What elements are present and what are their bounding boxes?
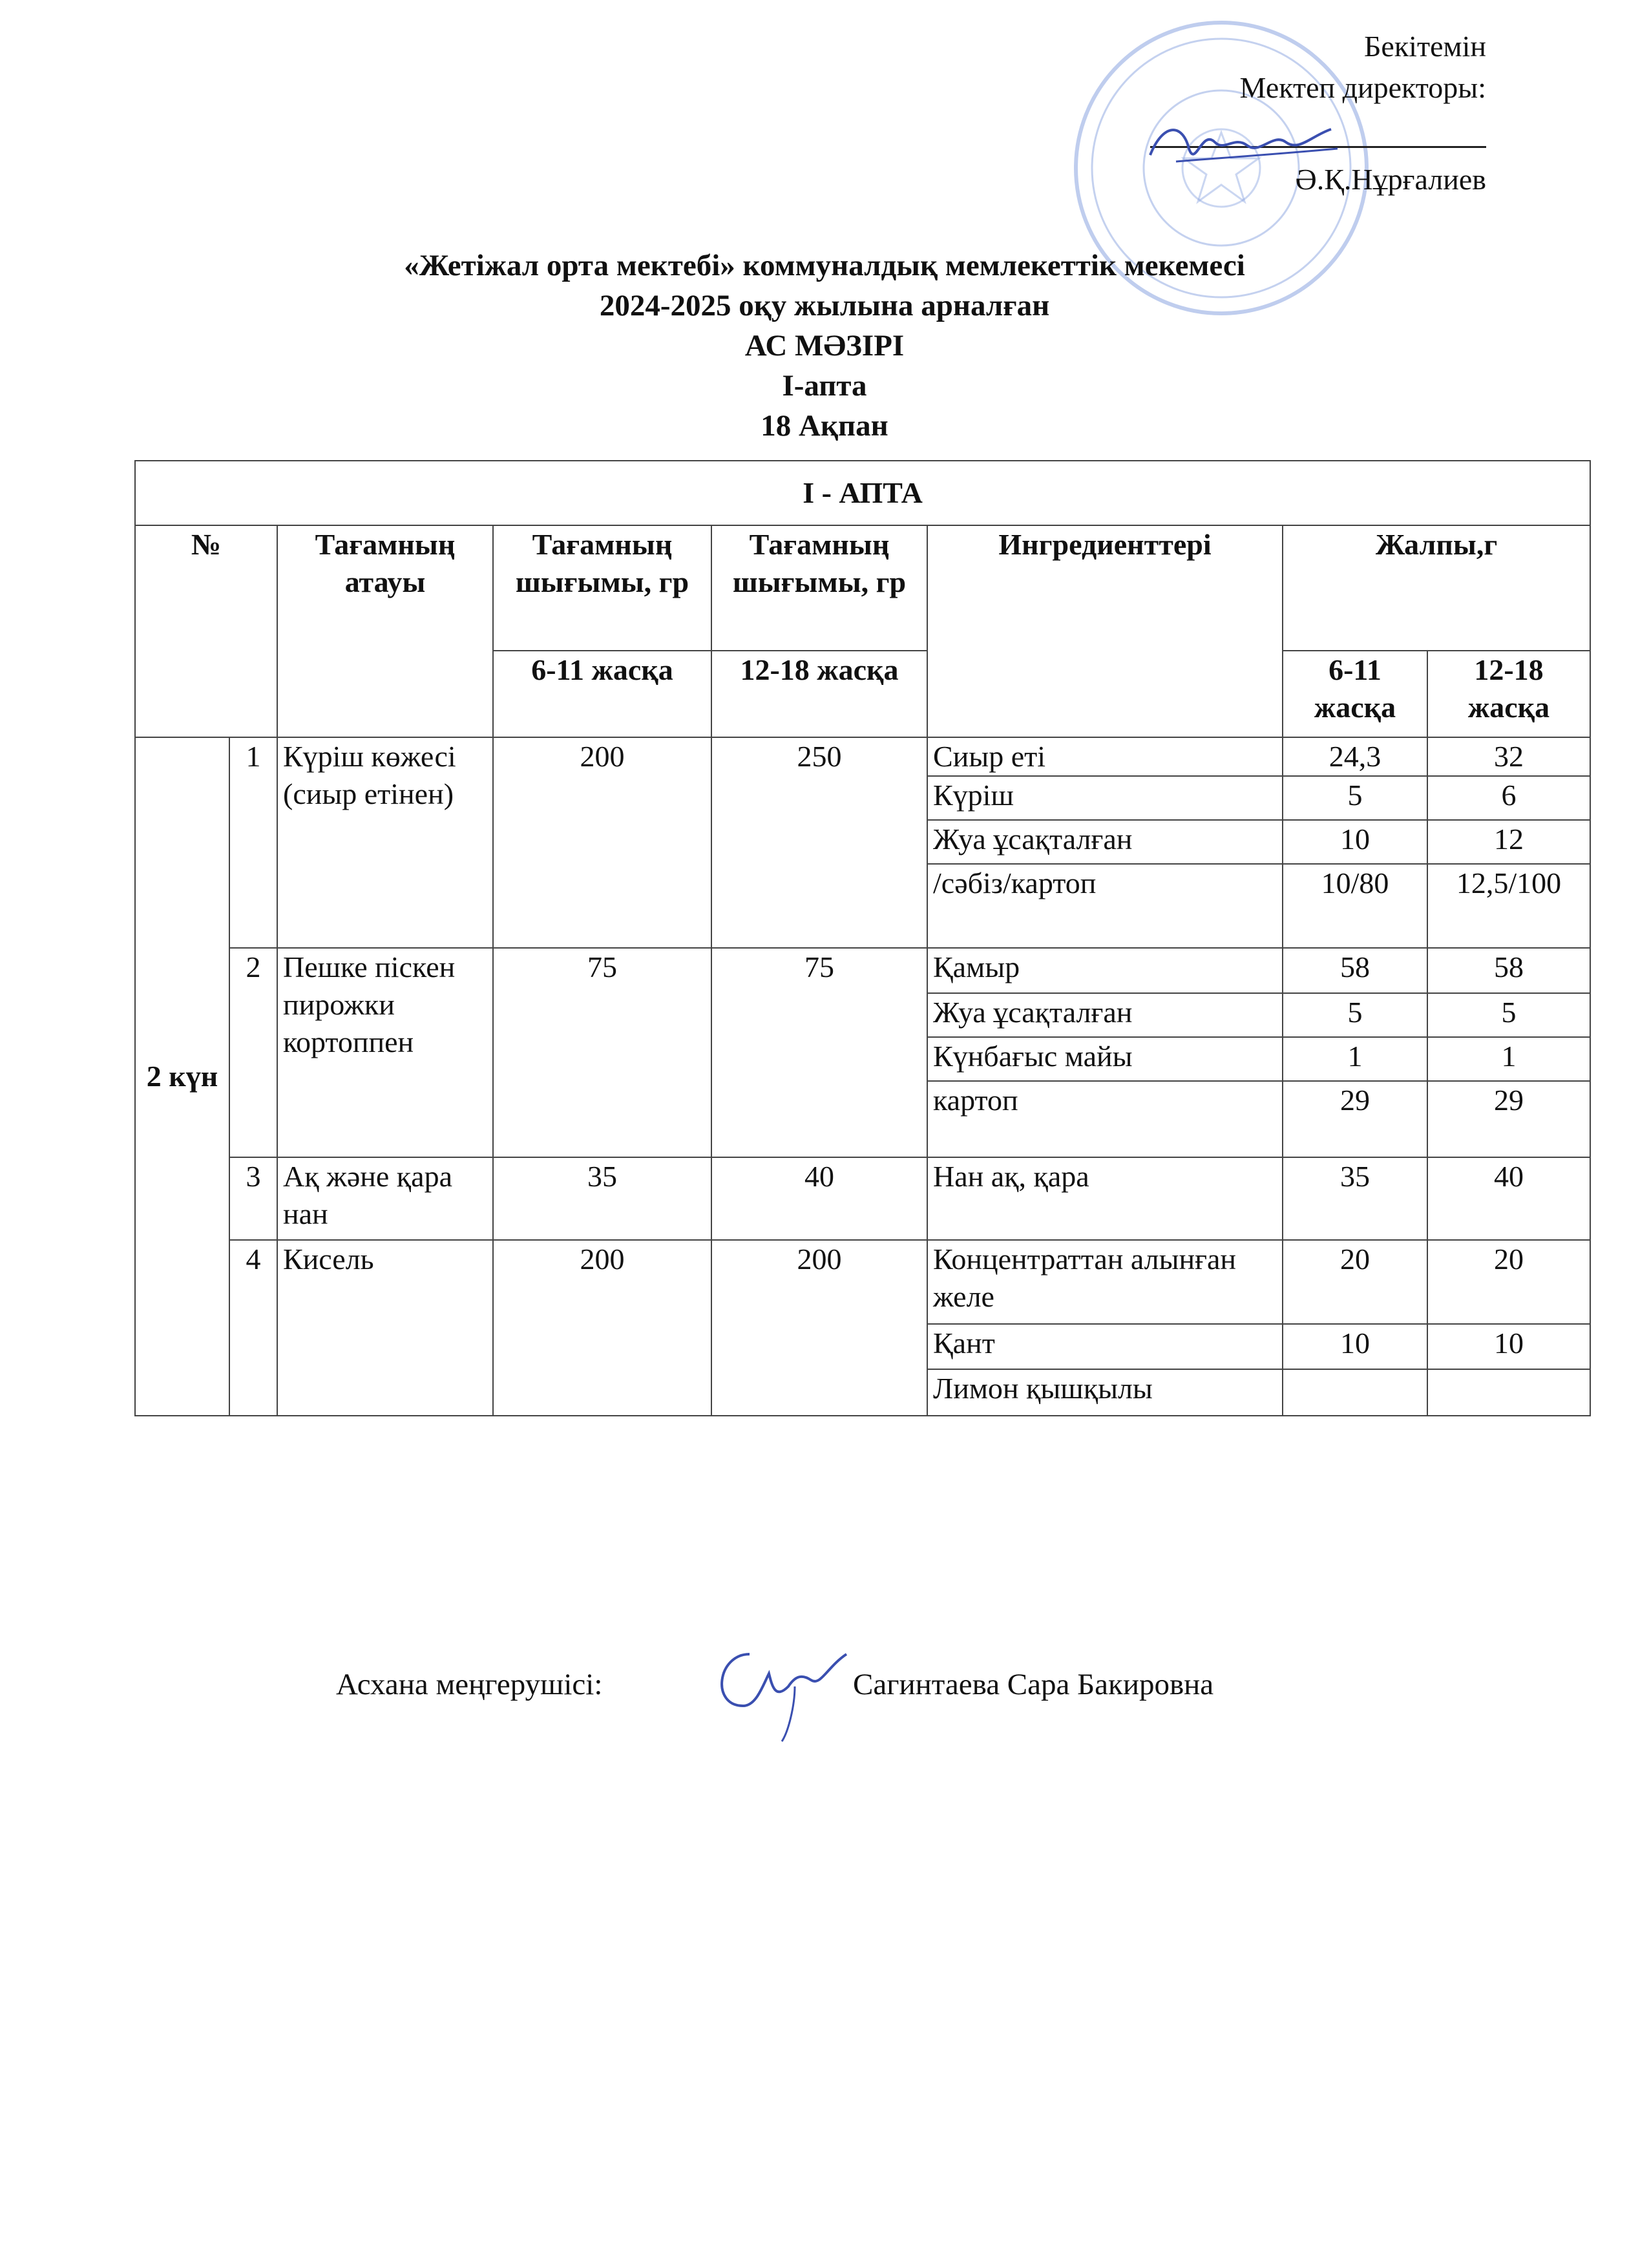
dish-yield-1: 200 [493, 737, 711, 948]
week-header: І - АПТА [135, 461, 1590, 525]
dish-number: 2 [229, 948, 277, 1157]
director-signature [1137, 110, 1350, 181]
ingredient-amount-1: 58 [1283, 948, 1427, 993]
dish-yield-2: 250 [711, 737, 927, 948]
ingredient-amount-2: 20 [1427, 1240, 1590, 1324]
document-title: АС МӘЗІРІ [744, 329, 905, 362]
ingredient-amount-2: 10 [1427, 1324, 1590, 1369]
col-yield-2: Тағамның шығымы, гр [711, 525, 927, 651]
ingredient-name: Концентраттан алынған желе [927, 1240, 1283, 1324]
ingredient-name: Күнбағыс майы [927, 1037, 1283, 1081]
ingredient-name: Жуа ұсақталған [927, 820, 1283, 864]
ingredient-amount-2 [1427, 1369, 1590, 1416]
document-header [0, 246, 1649, 446]
dish-yield-1: 200 [493, 1240, 711, 1416]
ingredient-name: Қамыр [927, 948, 1283, 993]
dish-yield-1: 35 [493, 1157, 711, 1240]
ingredient-amount-1: 10/80 [1283, 864, 1427, 948]
ingredient-amount-2: 1 [1427, 1037, 1590, 1081]
table-row [135, 1240, 1590, 1324]
ingredient-amount-1: 29 [1283, 1081, 1427, 1157]
col-total: Жалпы,г [1283, 525, 1590, 651]
age-6-11: 6-11 жасқа [493, 651, 711, 737]
total-age-6-11: 6-11 жасқа [1283, 651, 1427, 737]
ingredient-name: Жуа ұсақталған [927, 993, 1283, 1037]
ingredient-amount-1: 20 [1283, 1240, 1427, 1324]
dish-number: 3 [229, 1157, 277, 1240]
table-row [135, 1157, 1590, 1240]
dish-name: Ақ және қара нан [277, 1157, 493, 1240]
dish-number: 4 [229, 1240, 277, 1416]
week-label: І-апта [782, 369, 867, 403]
date-label: 18 Ақпан [761, 409, 888, 443]
school-name: «Жетіжал орта мектебі» коммуналдық мемлекеттік мекемесі [404, 249, 1245, 282]
col-ingredients: Ингредиенттері [927, 525, 1283, 737]
ingredient-amount-1: 10 [1283, 820, 1427, 864]
ingredient-amount-1: 10 [1283, 1324, 1427, 1369]
ingredient-amount-2: 40 [1427, 1157, 1590, 1240]
ingredient-amount-1: 5 [1283, 993, 1427, 1037]
dish-yield-2: 200 [711, 1240, 927, 1416]
ingredient-name: /сәбіз/картоп [927, 864, 1283, 948]
academic-year: 2024-2025 оқу жылына арналған [599, 289, 1050, 322]
day-label: 2 күн [135, 737, 229, 1416]
total-age-12-18: 12-18 жасқа [1427, 651, 1590, 737]
col-dish-name: Тағамның атауы [277, 525, 493, 737]
ingredient-name: Лимон қышқылы [927, 1369, 1283, 1416]
approval-title: Бекітемін [1364, 30, 1486, 63]
ingredient-amount-1 [1283, 1369, 1427, 1416]
dish-number: 1 [229, 737, 277, 948]
footer [336, 1667, 1214, 1702]
dish-name: Кисель [277, 1240, 493, 1416]
ingredient-amount-2: 29 [1427, 1081, 1590, 1157]
dish-yield-2: 75 [711, 948, 927, 1157]
col-number: № [135, 525, 277, 737]
table-row [135, 948, 1590, 993]
ingredient-name: Қант [927, 1324, 1283, 1369]
table-row [135, 737, 1590, 776]
ingredient-amount-2: 12,5/100 [1427, 864, 1590, 948]
ingredient-name: Күріш [927, 776, 1283, 820]
ingredient-amount-1: 1 [1283, 1037, 1427, 1081]
col-yield-1: Тағамның шығымы, гр [493, 525, 711, 651]
ingredient-amount-2: 58 [1427, 948, 1590, 993]
dish-yield-1: 75 [493, 948, 711, 1157]
ingredient-amount-1: 35 [1283, 1157, 1427, 1240]
ingredient-name: Сиыр еті [927, 737, 1283, 776]
age-12-18: 12-18 жасқа [711, 651, 927, 737]
ingredient-amount-2: 5 [1427, 993, 1590, 1037]
dish-yield-2: 40 [711, 1157, 927, 1240]
footer-role: Асхана меңгерушісі: [336, 1668, 603, 1701]
ingredient-name: Нан ақ, қара [927, 1157, 1283, 1240]
ingredient-amount-2: 6 [1427, 776, 1590, 820]
ingredient-amount-2: 32 [1427, 737, 1590, 776]
ingredient-name: картоп [927, 1081, 1283, 1157]
footer-name: Сагинтаева Сара Бакировна [853, 1668, 1214, 1701]
ingredient-amount-1: 5 [1283, 776, 1427, 820]
dish-name: Күріш көжесі (сиыр етінен) [277, 737, 493, 948]
manager-signature [698, 1628, 866, 1745]
ingredient-amount-1: 24,3 [1283, 737, 1427, 776]
ingredient-amount-2: 12 [1427, 820, 1590, 864]
approval-position: Мектеп директоры: [1239, 71, 1486, 104]
menu-table [134, 460, 1591, 1416]
dish-name: Пешке піскен пирожки кортоппен [277, 948, 493, 1157]
director-name: Ә.Қ.Нұрғалиев [1295, 163, 1486, 196]
